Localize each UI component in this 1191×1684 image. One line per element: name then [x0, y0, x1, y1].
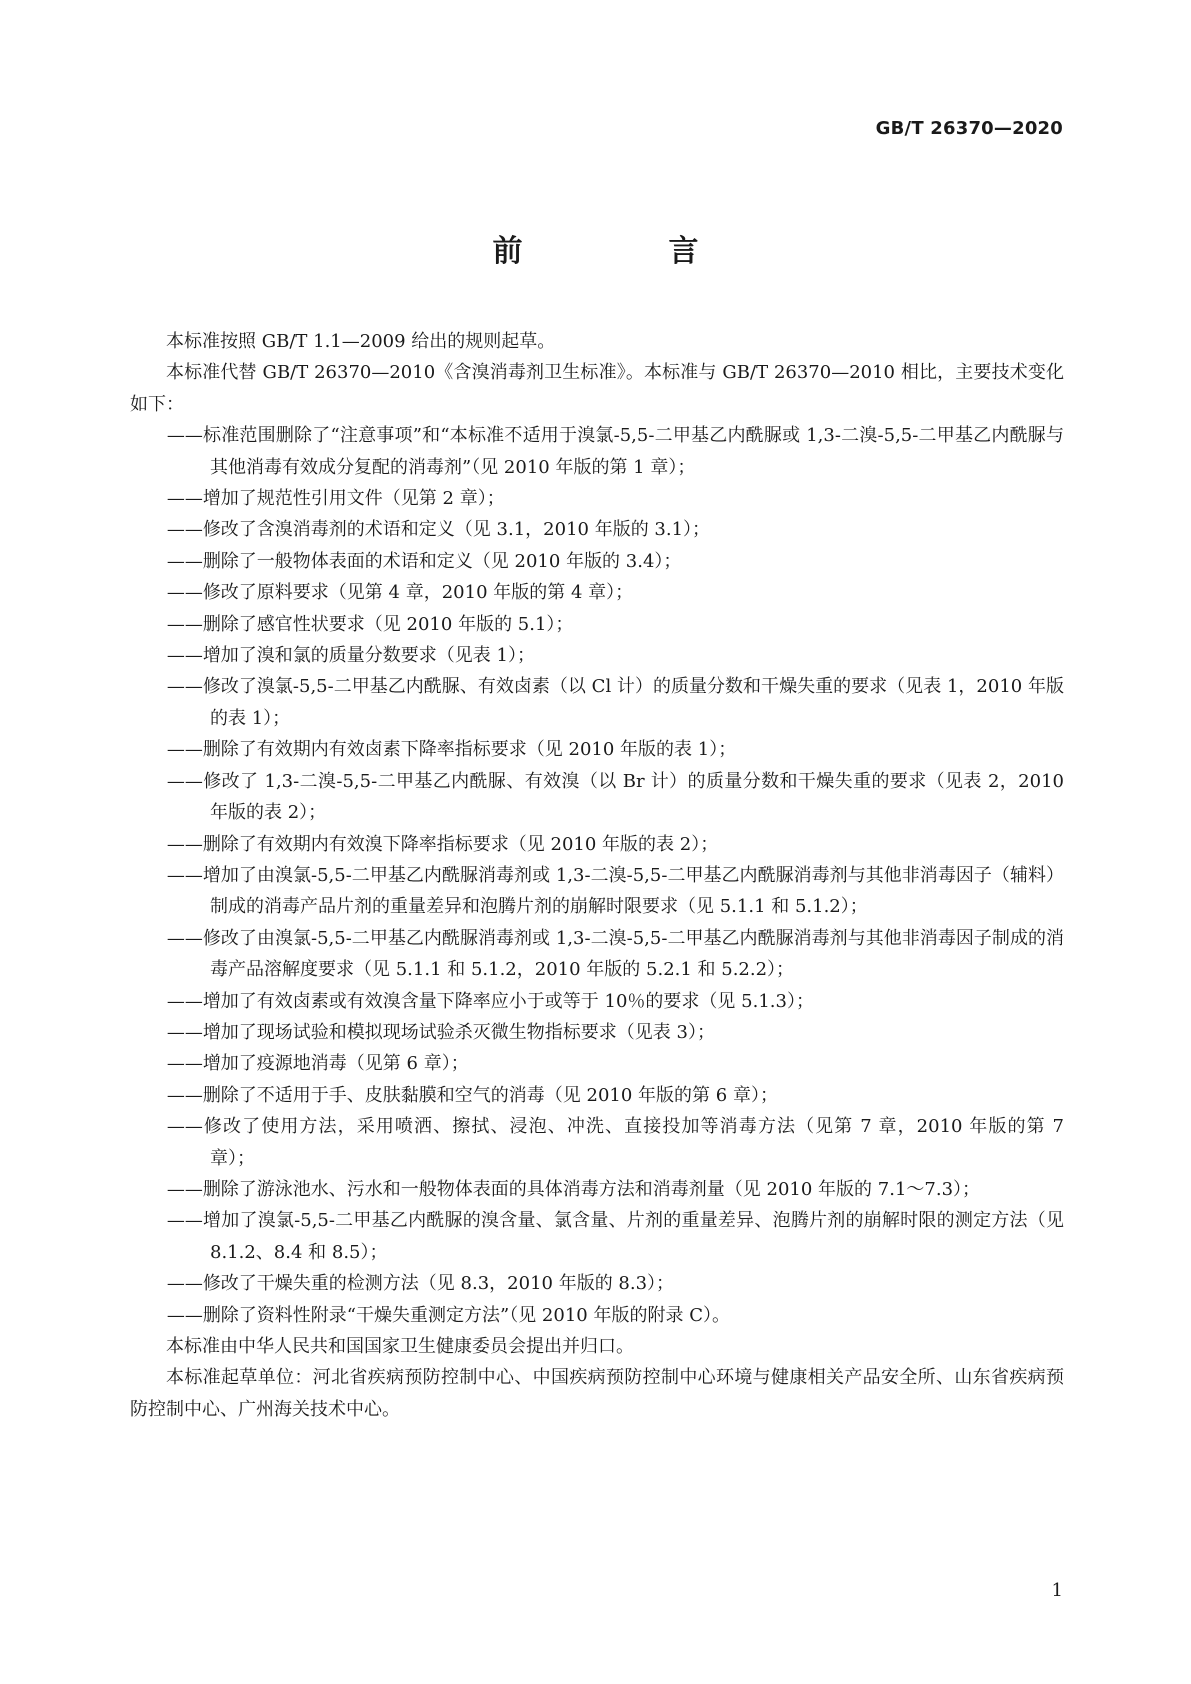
list-item: ——增加了溴氯-5,5-二甲基乙内酰脲的溴含量、氯含量、片剂的重量差异、泡腾片剂的崩解时限的测定方法（见 8.1.2、8.4 和 8.5）； [166, 1210, 1064, 1263]
list-item: ——修改了使用方法，采用喷洒、擦拭、浸泡、冲洗、直接投加等消毒方法（见第 7 章，2010 年版的第 7 章）； [166, 1116, 1064, 1169]
list-item: ——删除了有效期内有效卤素下降率指标要求（见 2010 年版的表 1）； [166, 739, 737, 761]
list-item: ——修改了由溴氯-5,5-二甲基乙内酰脲消毒剂或 1,3-二溴-5,5-二甲基乙内酰脲消毒剂与其他非消毒因子制成的消毒产品溶解度要求（见 5.1.1 和 5.1.2，2010 年版的 5.2.1 和 5.2.2）； [166, 927, 1064, 981]
closing-paragraph: 本标准起草单位：河北省疾病预防控制中心、中国疾病预防控制中心环境与健康相关产品安全所、山东省疾病预防控制中心、广州海关技术中心。 [130, 1367, 1064, 1420]
page-number: 1 [1051, 1580, 1063, 1601]
list-item: ——删除了游泳池水、污水和一般物体表面的具体消毒方法和消毒剂量（见 2010 年版的 7.1～7.3）； [166, 1178, 981, 1200]
list-item: ——修改了干燥失重的检测方法（见 8.3，2010 年版的 8.3）； [166, 1273, 675, 1295]
page-title: 前 言 [492, 234, 757, 269]
list-item: ——增加了溴和氯的质量分数要求（见表 1）； [166, 645, 535, 667]
list-item: ——增加了有效卤素或有效溴含量下降率应小于或等于 10％的要求（见 5.1.3）； [166, 990, 814, 1012]
list-item: ——增加了疫源地消毒（见第 6 章）； [166, 1053, 469, 1075]
list-item: ——删除了资料性附录“干燥失重测定方法”（见 2010 年版的附录 C）。 [166, 1304, 730, 1326]
intro-paragraph: 本标准按照 GB/T 1.1—2009 给出的规则起草。 [166, 331, 556, 352]
list-item: ——删除了一般物体表面的术语和定义（见 2010 年版的 3.4）； [166, 550, 682, 572]
list-item: ——修改了原料要求（见第 4 章，2010 年版的第 4 章）； [166, 582, 634, 604]
changes-list [130, 420, 1064, 1331]
closing-paragraph: 本标准由中华人民共和国国家卫生健康委员会提出并归口。 [166, 1336, 634, 1357]
intro-paragraph: 本标准代替 GB/T 26370—2010《含溴消毒剂卫生标准》。本标准与 GB/T 26370—2010 相比，主要技术变化如下： [130, 362, 1064, 415]
list-item: ——修改了含溴消毒剂的术语和定义（见 3.1，2010 年版的 3.1）； [166, 519, 711, 541]
standard-code: GB/T 26370—2020 [875, 118, 1063, 139]
list-item: ——删除了有效期内有效溴下降率指标要求（见 2010 年版的表 2）； [166, 833, 719, 855]
list-item: ——增加了由溴氯-5,5-二甲基乙内酰脲消毒剂或 1,3-二溴-5,5-二甲基乙内酰脲消毒剂与其他非消毒因子（辅料）制成的消毒产品片剂的重量差异和泡腾片剂的崩解时限要求（见 5.1.1 和 5.1.2）； [166, 864, 1064, 918]
document-body [130, 326, 1064, 1425]
list-item: ——修改了溴氯-5,5-二甲基乙内酰脲、有效卤素（以 Cl 计）的质量分数和干燥失重的要求（见表 1，2010 年版的表 1）； [166, 676, 1064, 729]
list-item: ——增加了现场试验和模拟现场试验杀灭微生物指标要求（见表 3）； [166, 1021, 715, 1043]
list-item: ——标准范围删除了“注意事项”和“本标准不适用于溴氯-5,5-二甲基乙内酰脲或 1,3-二溴-5,5-二甲基乙内酰脲与其他消毒有效成分复配的消毒剂”（见 2010 年版的第 1 章）； [166, 425, 1064, 478]
list-item: ——删除了不适用于手、皮肤黏膜和空气的消毒（见 2010 年版的第 6 章）； [166, 1084, 778, 1106]
list-item: ——删除了感官性状要求（见 2010 年版的 5.1）； [166, 613, 574, 635]
list-item: ——修改了 1,3-二溴-5,5-二甲基乙内酰脲、有效溴（以 Br 计）的质量分数和干燥失重的要求（见表 2，2010 年版的表 2）； [166, 770, 1064, 824]
list-item: ——增加了规范性引用文件（见第 2 章）； [166, 488, 505, 510]
